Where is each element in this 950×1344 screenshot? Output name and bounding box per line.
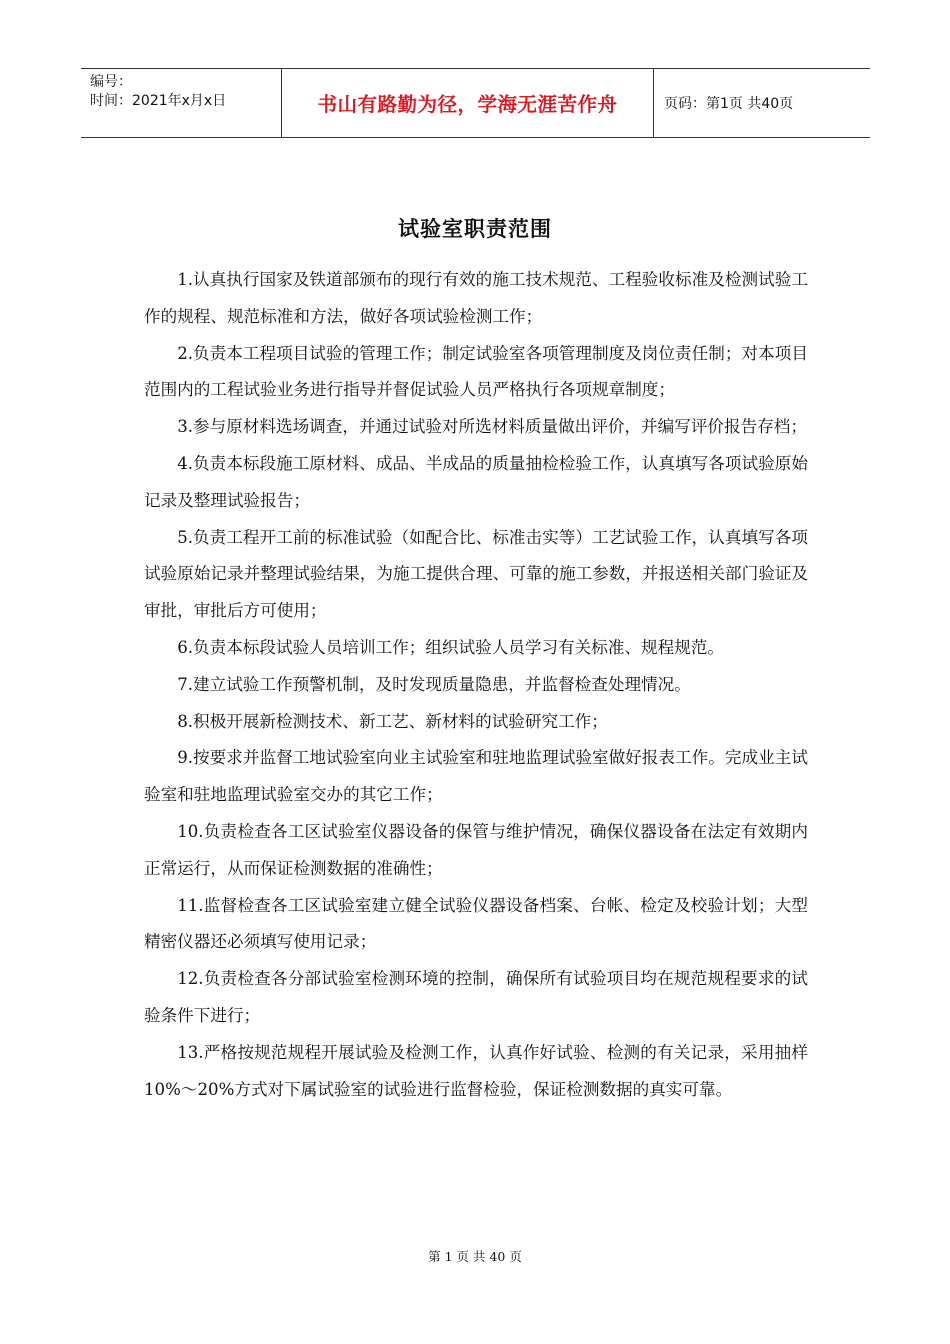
paragraph-8: 8.积极开展新检测技术、新工艺、新材料的试验研究工作； <box>177 711 608 731</box>
header-table <box>81 68 870 138</box>
paragraph-7: 7.建立试验工作预警机制，及时发现质量隐患，并监督检查处理情况。 <box>177 674 691 694</box>
header-meta <box>81 69 282 137</box>
paragraph-6: 6.负责本标段试验人员培训工作；组织试验人员学习有关标准、规程规范。 <box>177 637 725 657</box>
paragraph-10: 10.负责检查各工区试验室仪器设备的保管与维护情况，确保仪器设备在法定有效期内正常运行，从而保证检测数据的准确性； <box>144 821 808 878</box>
paragraph-2: 2.负责本工程项目试验的管理工作；制定试验室各项管理制度及岗位责任制；对本项目范围内的工程试验业务进行指导并督促试验人员严格执行各项规章制度； <box>144 343 808 400</box>
date-line: 时间：2021年x月x日 <box>90 93 227 109</box>
paragraph-5: 5.负责工程开工前的标准试验（如配合比、标准击实等）工艺试验工作，认真填写各项试验原始记录并整理试验结果，为施工提供合理、可靠的施工参数，并报送相关部门验证及审批，审批后方可使用； <box>144 527 808 621</box>
page-footer: 第 1 页 共 40 页 <box>428 1249 522 1264</box>
header-motto: 书山有路勤为径，学海无涯苦作舟 <box>282 69 654 137</box>
paragraph-11: 11.监督检查各工区试验室建立健全试验仪器设备档案、台帐、检定及校验计划；大型精密仪器还必须填写使用记录； <box>144 895 808 952</box>
paragraph-1: 1.认真执行国家及铁道部颁布的现行有效的施工技术规范、工程验收标准及检测试验工作的规程、规范标准和方法，做好各项试验检测工作； <box>144 270 808 326</box>
document-title: 试验室职责范围 <box>398 216 552 241</box>
header-page-info: 页码：第1页 共40页 <box>664 96 794 112</box>
paragraph-9: 9.按要求并监督工地试验室向业主试验室和驻地监理试验室做好报表工作。完成业主试验室和驻地监理试验室交办的其它工作； <box>144 748 808 805</box>
paragraph-12: 12.负责检查各分部试验室检测环境的控制，确保所有试验项目均在规范规程要求的试验条件下进行； <box>144 969 808 1025</box>
document-body <box>144 262 808 1108</box>
paragraph-13: 13.严格按规范规程开展试验及检测工作，认真作好试验、检测的有关记录，采用抽样10%～20%方式对下属试验室的试验进行监督检验，保证检测数据的真实可靠。 <box>144 1042 808 1099</box>
number-label: 编号： <box>90 74 132 90</box>
paragraph-3: 3.参与原材料选场调查，并通过试验对所选材料质量做出评价，并编写评价报告存档； <box>177 417 807 437</box>
paragraph-4: 4.负责本标段施工原材料、成品、半成品的质量抽检检验工作，认真填写各项试验原始记录及整理试验报告； <box>144 453 808 510</box>
